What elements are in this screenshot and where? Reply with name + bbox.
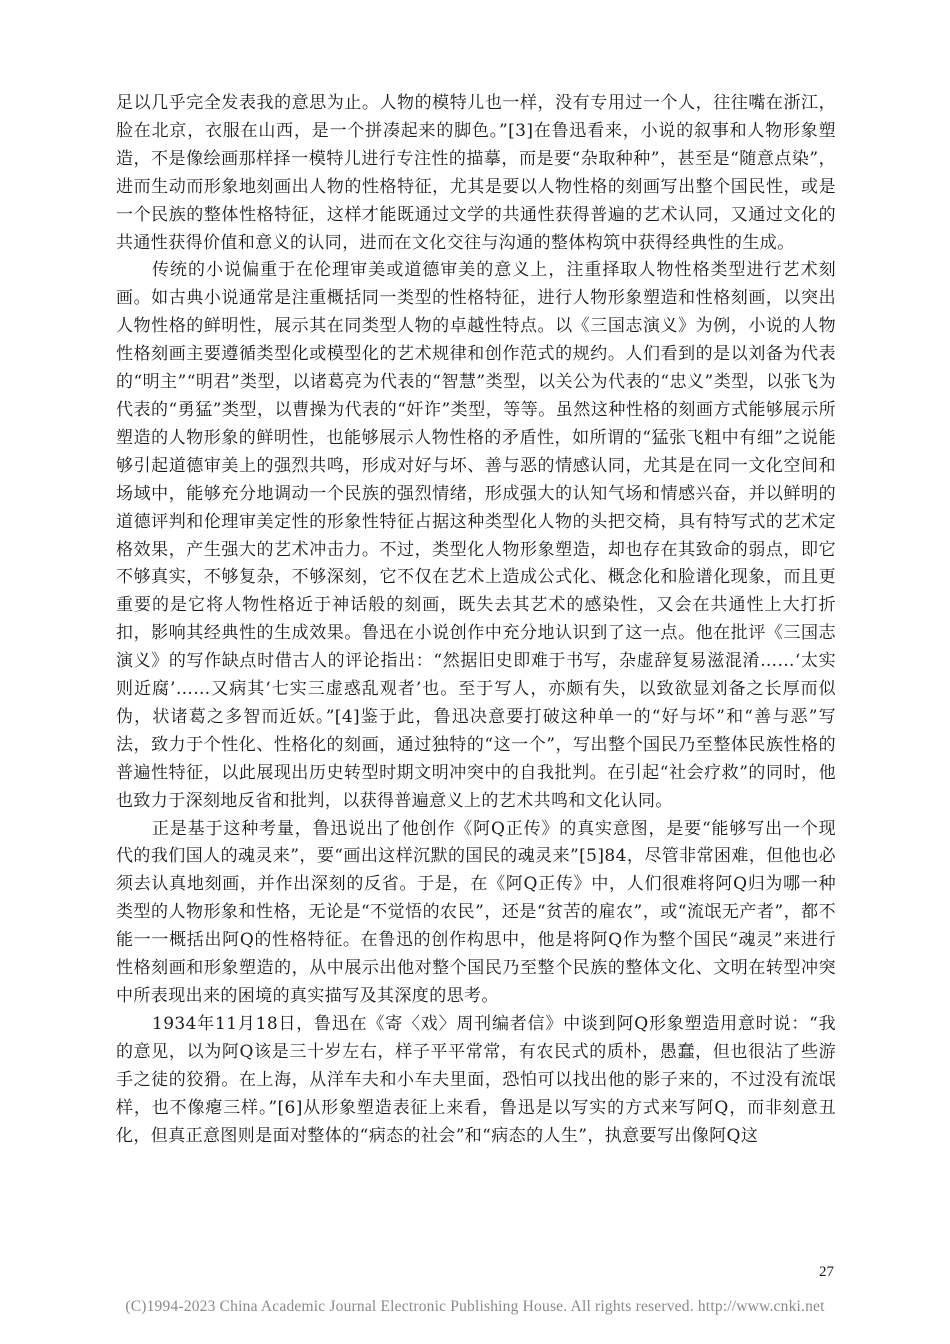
paragraph-2: 传统的小说偏重于在伦理审美或道德审美的意义上，注重择取人物性格类型进行艺术刻画。如古典小说通常是注重概括同一类型的性格特征，进行人物形象塑造和性格刻画，以突出人物性格的鲜明性，展示其在同类型人物的卓越性特点。以《三国志演义》为例，小说的人物性格刻画主要遵循类型化或模型化的艺术规律和创作范式的规约。人们看到的是以刘备为代表的“明主”“明君”类型，以诸葛亮为代表的“智慧”类型，以关公为代表的“忠义”类型，以张飞为代表的“勇猛”类型，以曹操为代表的“奸诈”类型，等等。虽然这种性格的刻画方式能够展示所塑造的人物形象的鲜明性，也能够展示人物性格的矛盾性，如所谓的“猛张飞粗中有细”之说能够引起道德审美上的强烈共鸣，形成对好与坏、善与恶的情感认同，尤其是在同一文化空间和场域中，能够充分地调动一个民族的强烈情绪，形成强大的认知气场和情感兴奋，并以鲜明的道德评判和伦理审美定性的形象性特征占据这种类型化人物的头把交椅，具有特写式的艺术定格效果，产生强大的艺术冲击力。不过，类型化人物形象塑造，却也存在其致命的弱点，即它不够真实，不够复杂，不够深刻，它不仅在艺术上造成公式化、概念化和脸谱化现象，而且更重要的是它将人物性格近于神话般的刻画，既失去其艺术的感染性，又会在共通性上大打折扣，影响其经典性的生成效果。鲁迅在小说创作中充分地认识到了这一点。他在批评《三国志演义》的写作缺点时借古人的评论指出：“然据旧史即难于书写，杂虚辞复易滋混淆……‘太实则近腐’……又病其‘七实三虚惑乱观者’也。至于写人，亦颇有失，以致欲显刘备之长厚而似伪，状诸葛之多智而近妖。”[4]鉴于此，鲁迅决意要打破这种单一的“好与坏”和“善与恶”写法，致力于个性化、性格化的刻画，通过独特的“这一个”，写出整个国民乃至整体民族性格的普遍性特征，以此展现出历史转型时期文明冲突中的自我批判。在引起“社会疗救”的同时，他也致力于深刻地反省和批判，以获得普遍意义上的艺术共鸣和文化认同。 [116,260,836,811]
paragraph-4: 1934年11月18日，鲁迅在《寄〈戏〉周刊编者信》中谈到阿Q形象塑造用意时说：“我的意见，以为阿Q该是三十岁左右，样子平平常常，有农民式的质朴，愚蠢，但也很沾了些游手之徒的狡猾。在上海，从洋车夫和小车夫里面，恐怕可以找出他的影子来的，不过没有流氓样，也不像瘪三样。”[6]从形象塑造表征上来看，鲁迅是以写实的方式来写阿Q，而非刻意丑化，但真正意图则是面对整体的“病态的社会”和“病态的人生”，执意要写出像阿Q这 [116,1013,836,1146]
article-body [116,90,836,1150]
paragraph-1: 足以几乎完全发表我的意思为止。人物的模特儿也一样，没有专用过一个人，往往嘴在浙江，脸在北京，衣服在山西，是一个拼凑起来的脚色。”[3]在鲁迅看来，小说的叙事和人物形象塑造，不是像绘画那样择一模特儿进行专注性的描摹，而是要“杂取种种”，甚至是“随意点染”，进而生动而形象地刻画出人物的性格特征，尤其是要以人物性格的刻画写出整个国民性，或是一个民族的整体性格特征，这样才能既通过文学的共通性获得普遍的艺术认同，又通过文化的共通性获得价值和意义的认同，进而在文化交往与沟通的整体构筑中获得经典性的生成。 [116,93,836,253]
copyright-footer: (C)1994-2023 China Academic Journal Electronic Publishing House. All rights reserved. http://www.cnki.net [125,1298,825,1315]
page-number: 27 [819,1264,834,1280]
paragraph-3: 正是基于这种考量，鲁迅说出了他创作《阿Q正传》的真实意图，是要“能够写出一个现代的我们国人的魂灵来”，要“画出这样沉默的国民的魂灵来”[5]84，尽管非常困难，但他也必须去认真地刻画，并作出深刻的反省。于是，在《阿Q正传》中，人们很难将阿Q归为哪一种类型的人物形象和性格，无论是“不觉悟的农民”，还是“贫苦的雇农”，或“流氓无产者”，都不能一一概括出阿Q的性格特征。在鲁迅的创作构思中，他是将阿Q作为整个国民“魂灵”来进行性格刻画和形象塑造的，从中展示出他对整个国民乃至整个民族的整体文化、文明在转型冲突中所表现出来的困境的真实描写及其深度的思考。 [116,818,836,1006]
